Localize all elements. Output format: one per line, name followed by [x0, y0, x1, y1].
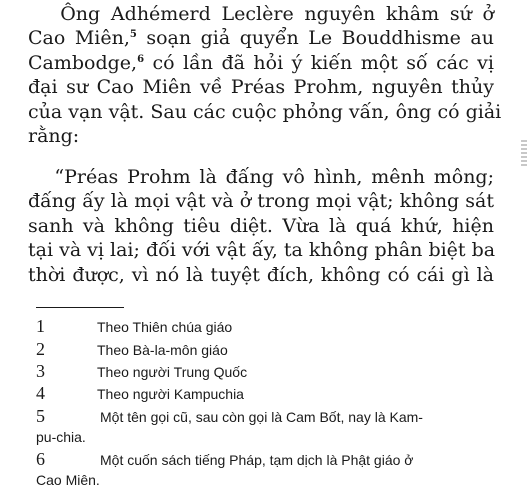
text-span: Cao Miên, [28, 27, 130, 50]
text-span: Cambodge, [28, 51, 138, 74]
footnote-number: 4 [36, 383, 45, 403]
paragraph-leclere [28, 2, 502, 148]
text-line: tại và vị lai; đối với vật ấy, ta không phân biệt ba [28, 239, 496, 262]
footnote-ref-6: 6 [137, 53, 145, 65]
text-line [28, 165, 494, 189]
footnote-text: Theo người Kampuchia [97, 386, 244, 402]
footnote-number: 5 [36, 406, 45, 426]
scan-edge-mark [521, 140, 527, 166]
footnote-text: Theo Thiên chúa giáo [97, 319, 233, 335]
text-line [28, 51, 494, 75]
footnote-number: 6 [36, 449, 45, 469]
footnote-number: 2 [36, 339, 45, 359]
text-line: của vạn vật. Sau các cuộc phỏng vấn, ông có giải [28, 100, 502, 123]
text-line: đấng ấy là mọi vật và ở trong mọi vật; không sát [28, 190, 494, 213]
footnote-text: Theo người Trung Quốc [97, 364, 248, 380]
text-line: thời được, vì nó là tuyệt đích, không có cái gì là [28, 263, 494, 286]
text-span: “Préas Prohm là đấng vô hình, mênh mông; [54, 166, 495, 188]
paragraph-preas-prohm-quote [28, 165, 494, 287]
text-line [28, 26, 494, 50]
footnote-continuation: Cao Miên. [36, 472, 100, 488]
text-span: Ông Adhémerd Leclère nguyên khâm sứ ở [60, 3, 495, 25]
footnote-text: Một cuốn sách tiếng Pháp, tạm dịch là Phật giáo ở [100, 452, 414, 468]
text-line: đại sư Cao Miên về Préas Prohm, nguyên thủy [28, 76, 494, 99]
footnote-text: Một tên gọi cũ, sau còn gọi là Cam Bốt, nay là Kam- [100, 409, 423, 425]
text-line: rằng: [28, 125, 80, 148]
text-span: soạn giả quyển Le Bouddhisme au [146, 27, 494, 50]
footnote-continuation: pu-chia. [36, 429, 86, 445]
text-span: có lần đã hỏi ý kiến một số các vị [152, 51, 494, 74]
footnote-ref-5: 5 [129, 29, 137, 41]
text-line: sanh và không tiêu diệt. Vừa là quá khứ, hiện [28, 214, 494, 237]
footnote-number: 3 [36, 361, 45, 381]
footnote-number: 1 [36, 316, 45, 336]
text-line [28, 2, 494, 26]
footnote-text: Theo Bà-la-môn giáo [97, 342, 228, 358]
footnote-separator [36, 307, 124, 308]
